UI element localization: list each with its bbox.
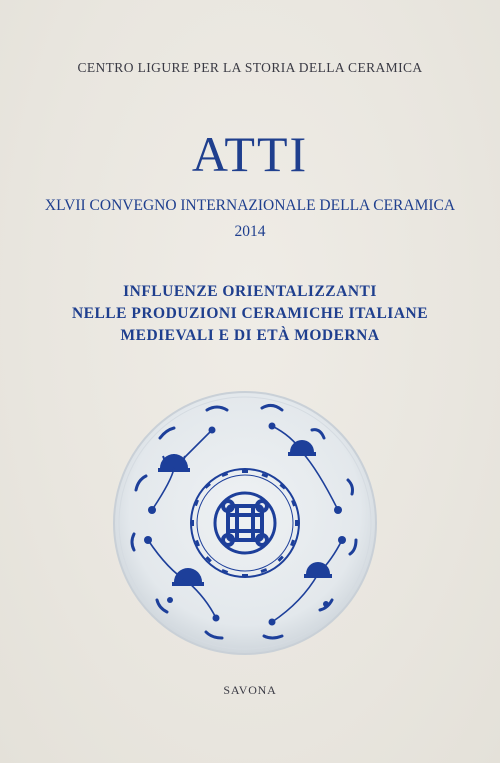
publisher-name: CENTRO LIGURE PER LA STORIA DELLA CERAMICA [77, 60, 423, 75]
book-title: ATTI [191, 126, 309, 182]
subtitle-line-1: INFLUENZE ORIENTALIZZANTI [123, 283, 377, 300]
ceramic-plate-image [112, 390, 378, 656]
plate-rim [114, 392, 376, 654]
book-subtitle [0, 281, 500, 347]
conference-name: XLVII CONVEGNO INTERNAZIONALE DELLA CERAMICA [44, 197, 456, 214]
publication-place: SAVONA [223, 683, 277, 697]
conference-year: 2014 [234, 223, 266, 240]
subtitle-line-2: NELLE PRODUZIONI CERAMICHE ITALIANE [71, 305, 429, 322]
subtitle-line-3: MEDIEVALI E DI ETÀ MODERNA [120, 327, 380, 344]
